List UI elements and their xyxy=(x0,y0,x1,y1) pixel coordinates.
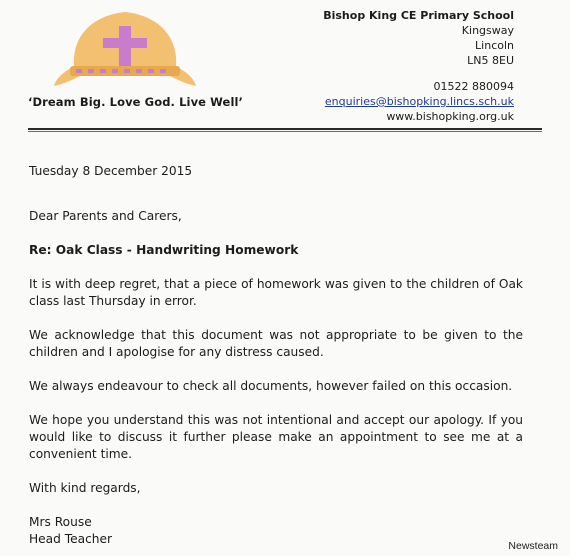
closing: With kind regards, xyxy=(29,481,141,495)
school-address-block xyxy=(323,8,514,124)
email-link[interactable]: enquiries@bishopking.lincs.sch.uk xyxy=(324,95,514,108)
letter-body xyxy=(29,163,523,548)
paragraph-4: We hope you understand this was not intentional and accept our apology. If you would like to discuss it further please make an appointment to see me at a convenient time. xyxy=(29,413,523,461)
salutation: Dear Parents and Carers, xyxy=(29,209,182,223)
school-name: Bishop King CE Primary School xyxy=(323,9,514,22)
address-city: Lincoln xyxy=(475,39,514,52)
phone-number: 01522 880094 xyxy=(433,80,514,93)
paragraph-2: We acknowledge that this document was not appropriate to be given to the children and I apologise for any distress caused. xyxy=(29,328,523,359)
paragraph-3: We always endeavour to check all documents, however failed on this occasion. xyxy=(29,379,513,393)
signatory-title: Head Teacher xyxy=(29,532,113,546)
paragraph-1: It is with deep regret, that a piece of homework was given to the children of Oak class last Thursday in error. xyxy=(29,277,523,308)
letter-subject: Re: Oak Class - Handwriting Homework xyxy=(29,243,299,257)
header-divider-thin xyxy=(28,131,542,132)
address-postcode: LN5 8EU xyxy=(467,54,514,67)
header-divider xyxy=(28,128,542,130)
mitre-logo-icon xyxy=(50,6,200,92)
website-link[interactable]: www.bishopking.org.uk xyxy=(386,110,514,123)
signatory-name: Mrs Rouse xyxy=(29,515,92,529)
mitre-cross-horizontal xyxy=(103,38,147,48)
address-street: Kingsway xyxy=(461,24,514,37)
photo-credit: Newsteam xyxy=(508,540,558,552)
school-motto: ‘Dream Big. Love God. Live Well’ xyxy=(28,95,244,109)
letter-date: Tuesday 8 December 2015 xyxy=(29,164,193,178)
